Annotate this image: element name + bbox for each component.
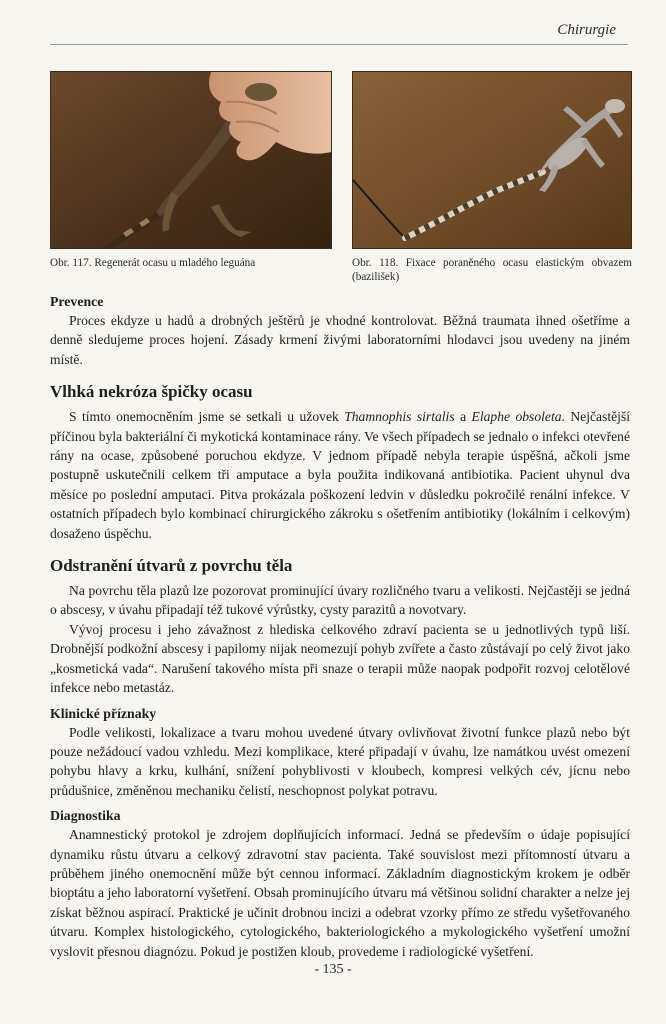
species-thamnophis: Thamnophis sirtalis [344,409,455,425]
paragraph-klinicke: Podle velikosti, lokalizace a tvaru mohou uvedené útvary ovlivňovat životní funkce plazů nebo být pouze nežádoucí vadou vzhledu. Mezi komplikace, které připadají v úvahu, lze namátkou uvést omezení pohybu hlavy a krku, kulhání, snížení pohyblivosti v kloubech, kompresi velkých cév, jícnu nebo průdušnice, změněnou mechaniku čelistí, neschopnost polykat potravu. [50,724,630,798]
heading-prevence: Prevence [50,294,104,309]
running-head: Chirurgie [557,22,616,38]
figure-117-photo [50,71,332,249]
paragraph-prevence: Proces ekdyze u hadů a drobných ještěrů je vhodné kontrolovat. Běžná traumata ihned ošetříme a denně sledujeme proces hojení. Zásady krmení živými laboratorními hlodavci jsou uvedeny na jiném místě. [50,313,630,367]
paragraph-utvary-2: Vývoj procesu i jeho závažnost z hlediska celkového zdraví pacienta se u jednotlivých typů liší. Drobnější podkožní abscesy i papilomy nijak neomezují pohyb zvířete a často zůstávají po celý život jako „kosmetická vada“. Narušení takového místa při snaze o terapii může naopak podpořit rozvoj celotělové infekce nebo metastáz. [50,621,630,696]
nekroza-text-c: . Nejčastější příčinou byla bakteriální či mykotická kontaminace rány. Ve všech případech se jednalo o infekci otevřené rány na ocase, způsobené poruchou ekdyze. V jednom případě nebyla terapie úspěšná, ačkoli jsme postupně uskutečnili celkem tři amputace a byla použita indikovaná antibiotika. Pacient uhynul dva měsíce po poslední amputaci. Pitva prokázala poškození ledvin v důsledku pokročilé renální infekce. V ostatních případech bylo kombinací chirurgického zákroku s ošetřením antibiotiky (lokálním i celkovým) dosaženo úspěchu. [50,409,630,541]
figure-118-photo [352,71,632,249]
heading-utvary: Odstranění útvarů z povrchu těla [50,556,293,576]
nekroza-text-b: a [454,409,472,425]
article-body [50,293,630,961]
paragraph-utvary-1: Na povrchu těla plazů lze pozorovat prominující úvary rozličného tvaru a velikosti. Nejčastěji se jedná o abscesy, v úvahu připadají též tukové výrůstky, cysty parazitů a novotvary. [50,583,630,618]
header-rule [50,44,628,45]
paragraph-diagnostika: Anamnestický protokol je zdrojem doplňujících informací. Jedná se především o údaje popisující dynamiku růstu útvaru a celkový zdravotní stav pacienta. Také souvislost mezi přítomností útvaru a průběhem jiného onemocnění může být cennou informací. Základním diagnostickým krokem je odběr bioptátu a jeho laboratorní vyšetření. Obsah prominujícího útvaru má většinou solidní charakter a nelze jej získat běžnou aspirací. Praktické je učinit drobnou incizi a odebrat vzorky přímo ze středu vyšetřovaného útvaru. Komplex histologického, cytologického, bakteriologického a mykologického vyšetření umožní vyslovit přesnou diagnózu. Pokud je postižen kloub, provedeme i radiologické vyšetření. [50,827,630,959]
heading-nekroza: Vlhká nekróza špičky ocasu [50,382,253,402]
iguana-in-hand-image [51,72,331,248]
figure-118-caption: Obr. 118. Fixace poraněného ocasu elastickým obvazem (bazilišek) [352,257,632,283]
figure-117-caption: Obr. 117. Regenerát ocasu u mladého leguána [50,257,256,269]
page-number: - 135 - [314,962,352,977]
heading-diagnostika: Diagnostika [50,808,121,824]
paragraph-nekroza [50,407,630,543]
nekroza-text-a: S tímto onemocněním jsme se setkali u užovek [69,409,345,425]
species-elaphe: Elaphe obsoleta [471,409,562,425]
basilisk-bandaged-tail-image [353,72,631,248]
heading-klinicke: Klinické příznaky [50,705,157,721]
